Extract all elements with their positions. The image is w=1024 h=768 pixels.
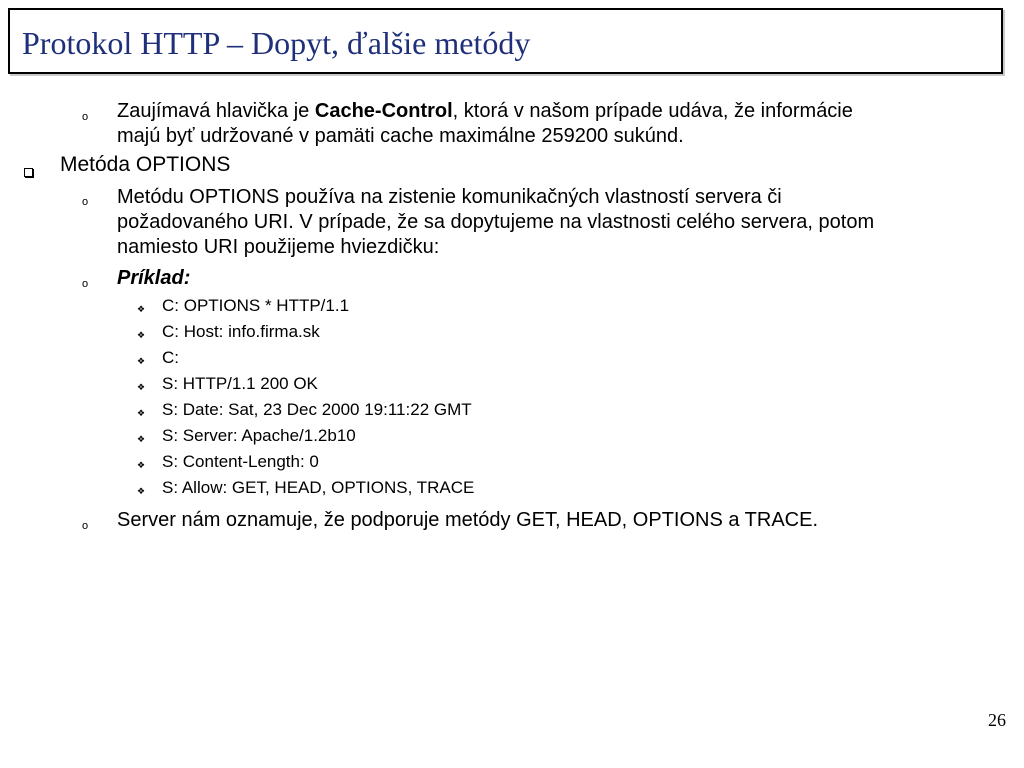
example-line: S: HTTP/1.1 200 OK xyxy=(162,374,318,393)
diamond-bullet-icon: ❖ xyxy=(137,434,146,444)
circle-bullet-icon: o xyxy=(82,278,89,290)
page-number: 26 xyxy=(988,710,1006,730)
example-label: Príklad: xyxy=(117,267,191,289)
example-line: S: Content-Length: 0 xyxy=(162,452,319,471)
diamond-bullet-icon: ❖ xyxy=(137,460,146,470)
example-line: S: Server: Apache/1.2b10 xyxy=(162,426,356,445)
options-desc-line3: namiesto URI použijeme hviezdičku: xyxy=(117,236,440,258)
slide-title: Protokol HTTP – Dopyt, ďalšie metódy xyxy=(22,25,531,61)
example-line: S: Allow: GET, HEAD, OPTIONS, TRACE xyxy=(162,478,475,497)
example-line: C: xyxy=(162,348,179,367)
circle-bullet-icon: o xyxy=(82,111,89,123)
circle-bullet-icon: o xyxy=(82,196,89,208)
cache-control-suffix: , ktorá v našom prípade udáva, že informácie xyxy=(452,100,853,122)
diamond-bullet-icon: ❖ xyxy=(137,486,146,496)
diamond-bullet-icon: ❖ xyxy=(137,382,146,392)
example-line: C: Host: info.firma.sk xyxy=(162,322,320,341)
cache-control-line2: majú byť udržované v pamäti cache maximálne 259200 sukúnd. xyxy=(117,125,684,147)
options-desc-line2: požadovaného URI. V prípade, že sa dopytujeme na vlastnosti celého servera, potom xyxy=(117,211,875,233)
conclusion-text: Server nám oznamuje, že podporuje metódy GET, HEAD, OPTIONS a TRACE. xyxy=(117,509,819,531)
example-line: S: Date: Sat, 23 Dec 2000 19:11:22 GMT xyxy=(162,400,472,419)
example-line: C: OPTIONS * HTTP/1.1 xyxy=(162,296,350,315)
square-bullet-icon xyxy=(24,168,33,177)
diamond-bullet-icon: ❖ xyxy=(137,408,146,418)
diamond-bullet-icon: ❖ xyxy=(137,304,146,314)
diamond-bullet-icon: ❖ xyxy=(137,356,146,366)
cache-control-keyword: Cache-Control xyxy=(314,100,453,122)
cache-control-line1 xyxy=(117,99,853,123)
circle-bullet-icon: o xyxy=(82,520,89,532)
options-heading: Metóda OPTIONS xyxy=(60,153,231,176)
cache-control-prefix: Zaujímavá hlavička je xyxy=(117,100,315,122)
options-desc-line1: Metódu OPTIONS používa na zistenie komunikačných vlastností servera či xyxy=(117,186,782,208)
diamond-bullet-icon: ❖ xyxy=(137,330,146,340)
